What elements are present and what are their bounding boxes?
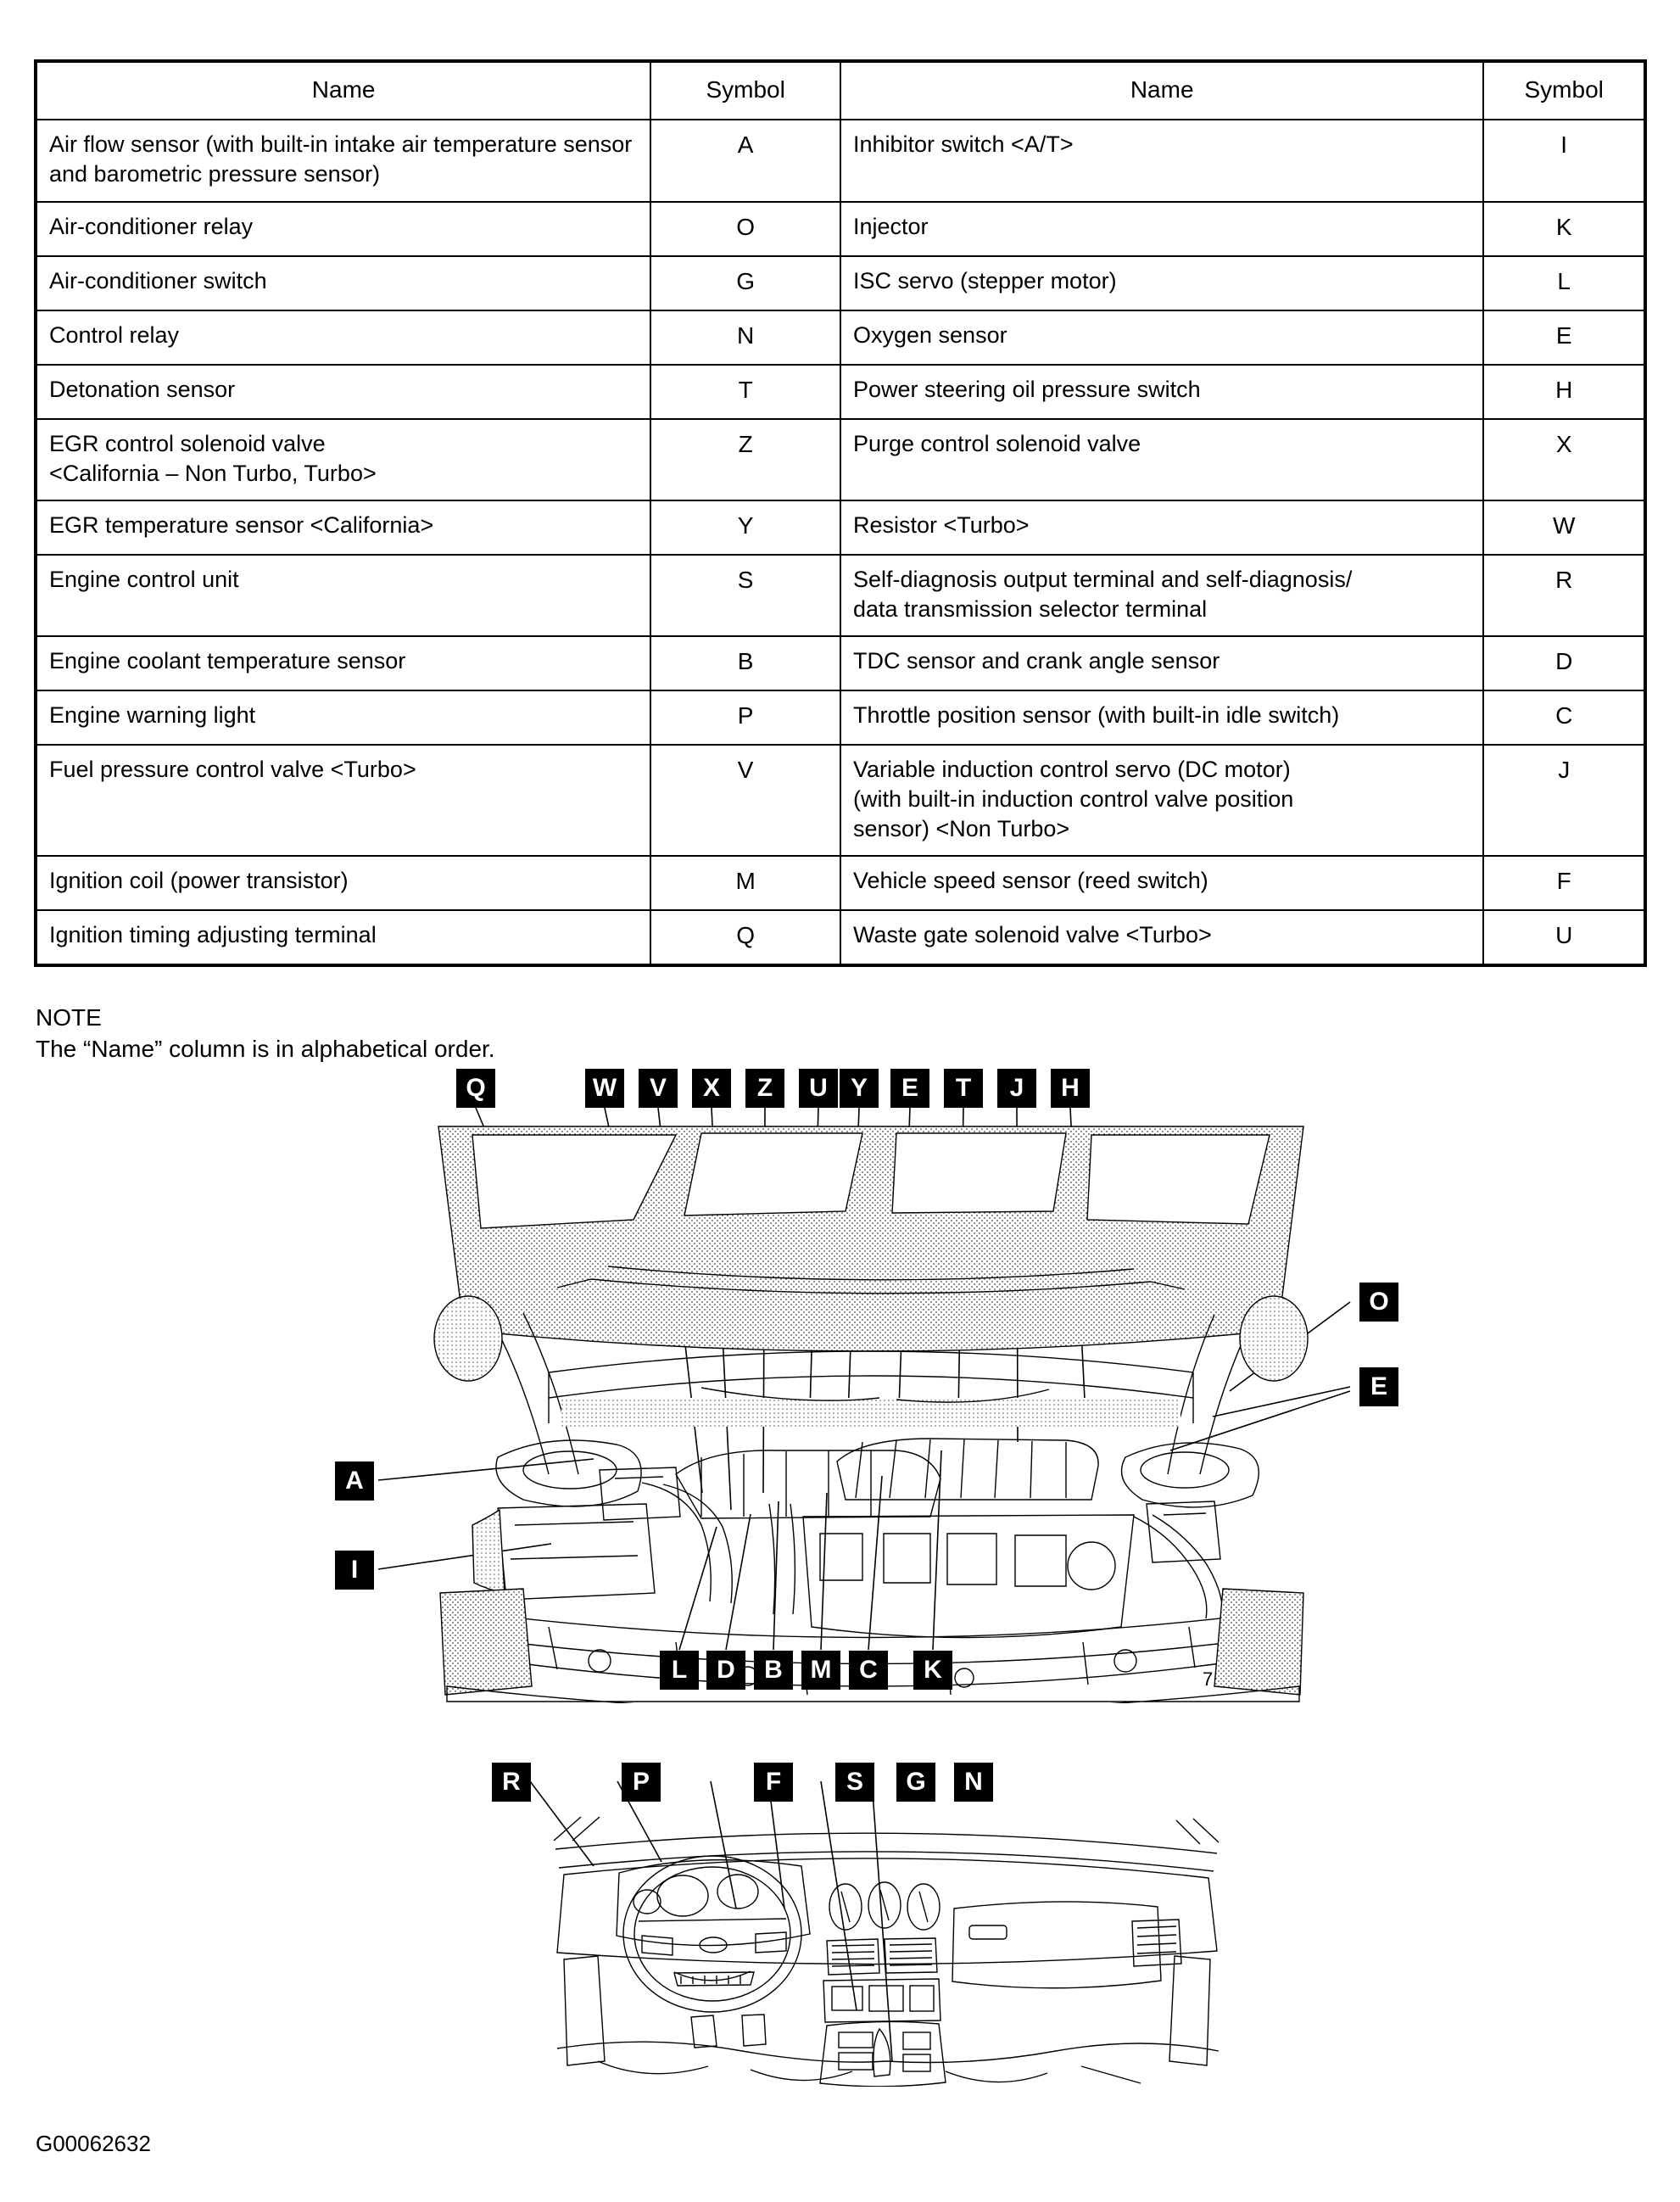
table-row (36, 690, 1644, 745)
label-chip-D[interactable]: D (706, 1651, 745, 1690)
cell-name-right (840, 310, 1483, 365)
cell-text: Waste gate solenoid valve <Turbo> (852, 922, 1212, 948)
cell-symbol-left: G (650, 256, 840, 310)
cell-name-right (840, 856, 1483, 910)
cell-text: Variable induction control servo (DC motor) (852, 756, 1291, 782)
component-location-figure (0, 1052, 1680, 2112)
table-row (36, 365, 1644, 419)
cell-text: ISC servo (stepper motor) (852, 267, 1117, 293)
cell-name-left (36, 636, 650, 690)
label-chip-L[interactable]: L (660, 1651, 699, 1690)
cell-name-left (36, 120, 650, 201)
table-row (36, 202, 1644, 256)
cell-text: Purge control solenoid valve (852, 430, 1141, 456)
cell-text-line2: data transmission selector terminal (852, 595, 1208, 622)
cell-symbol-right: C (1483, 690, 1644, 745)
cell-text-line2: (with built-in induction control valve position (852, 786, 1294, 813)
cell-symbol-left: N (650, 310, 840, 365)
cell-symbol-left: A (650, 120, 840, 201)
table-row (36, 856, 1644, 910)
cell-symbol-right: X (1483, 419, 1644, 500)
cell-name-right (840, 555, 1483, 636)
column-header-name-right: Name (840, 62, 1483, 120)
cell-text: Ignition timing adjusting terminal (49, 922, 377, 948)
cell-name-left (36, 555, 650, 636)
cell-symbol-left: V (650, 745, 840, 856)
cell-text: EGR temperature sensor <California> (49, 511, 434, 538)
label-chip-E-right[interactable]: E (1359, 1367, 1398, 1406)
cell-symbol-right: K (1483, 202, 1644, 256)
cell-name-right (840, 256, 1483, 310)
cell-symbol-right: U (1483, 910, 1644, 964)
cell-name-left (36, 690, 650, 745)
cell-name-right (840, 419, 1483, 500)
label-chip-C[interactable]: C (849, 1651, 888, 1690)
cell-symbol-right: H (1483, 365, 1644, 419)
cell-name-left (36, 365, 650, 419)
component-symbol-table (36, 61, 1645, 965)
label-chip-E-top[interactable]: E (890, 1069, 929, 1108)
cell-symbol-left: Z (650, 419, 840, 500)
cell-text: Injector (852, 213, 929, 239)
cell-text: Engine control unit (49, 566, 239, 592)
cell-text: Air flow sensor (with built-in intake air temperature sensor and barometric pressure sensor) (49, 131, 633, 187)
cell-text: Control relay (49, 321, 180, 348)
label-chip-T[interactable]: T (944, 1069, 983, 1108)
cell-name-left (36, 310, 650, 365)
label-chip-W[interactable]: W (585, 1069, 624, 1108)
cell-text: Fuel pressure control valve <Turbo> (49, 756, 416, 782)
label-chip-J[interactable]: J (997, 1069, 1036, 1108)
note-title: NOTE (36, 1004, 102, 1031)
cell-text: Engine coolant temperature sensor (49, 647, 406, 673)
cell-text-line2: <California – Non Turbo, Turbo> (49, 460, 377, 486)
table-row (36, 910, 1644, 964)
cell-name-right (840, 690, 1483, 745)
label-chip-S[interactable]: S (835, 1763, 874, 1802)
table-row (36, 310, 1644, 365)
cell-name-right (840, 636, 1483, 690)
label-chip-R[interactable]: R (492, 1763, 531, 1802)
table-body (36, 120, 1644, 964)
cell-symbol-right: W (1483, 500, 1644, 555)
cell-symbol-left: B (650, 636, 840, 690)
cell-name-right (840, 500, 1483, 555)
cell-symbol-right: R (1483, 555, 1644, 636)
cell-symbol-left: O (650, 202, 840, 256)
cell-symbol-right: E (1483, 310, 1644, 365)
label-chip-G[interactable]: G (896, 1763, 935, 1802)
engine-bay-illustration (421, 1118, 1320, 1703)
cell-name-right (840, 202, 1483, 256)
cell-name-left (36, 419, 650, 500)
cell-name-right (840, 910, 1483, 964)
figure-reference-code: G00062632 (36, 2131, 151, 2156)
label-chip-K[interactable]: K (913, 1651, 952, 1690)
cell-text: Detonation sensor (49, 376, 236, 402)
table-row (36, 555, 1644, 636)
cell-symbol-left: P (650, 690, 840, 745)
label-chip-V[interactable]: V (639, 1069, 678, 1108)
cell-name-right (840, 745, 1483, 856)
cell-name-left (36, 910, 650, 964)
cell-symbol-right: F (1483, 856, 1644, 910)
table-row (36, 120, 1644, 201)
dashboard-illustration (547, 1807, 1225, 2087)
label-chip-M[interactable]: M (801, 1651, 840, 1690)
label-chip-U[interactable]: U (799, 1069, 838, 1108)
cell-text: Vehicle speed sensor (reed switch) (852, 868, 1208, 894)
table-row (36, 256, 1644, 310)
cell-text: Air-conditioner relay (49, 213, 254, 239)
column-header-name-left: Name (36, 62, 650, 120)
cell-text: TDC sensor and crank angle sensor (852, 647, 1220, 673)
cell-text: Oxygen sensor (852, 321, 1007, 348)
label-chip-N[interactable]: N (954, 1763, 993, 1802)
label-chip-I[interactable]: I (335, 1551, 374, 1590)
cell-text: Self-diagnosis output terminal and self-diagnosis/ (852, 566, 1353, 592)
cell-name-left (36, 856, 650, 910)
label-chip-H[interactable]: H (1051, 1069, 1090, 1108)
cell-symbol-right: D (1483, 636, 1644, 690)
label-chip-Z[interactable]: Z (745, 1069, 784, 1108)
cell-text: Inhibitor switch <A/T> (852, 131, 1074, 158)
reference-table (36, 61, 1645, 965)
detail-marker-7: 7 (1203, 1668, 1214, 1690)
cell-symbol-right: J (1483, 745, 1644, 856)
column-header-symbol-left: Symbol (650, 62, 840, 120)
cell-symbol-left: T (650, 365, 840, 419)
label-chip-B[interactable]: B (754, 1651, 793, 1690)
cell-symbol-right: I (1483, 120, 1644, 201)
table-header-row (36, 62, 1644, 120)
cell-text: Engine warning light (49, 701, 256, 728)
cell-symbol-left: Q (650, 910, 840, 964)
label-chip-P[interactable]: P (622, 1763, 661, 1802)
cell-text: EGR control solenoid valve (49, 430, 326, 456)
column-header-symbol-right: Symbol (1483, 62, 1644, 120)
label-chip-Y[interactable]: Y (840, 1069, 879, 1108)
table-row (36, 500, 1644, 555)
note-body: The “Name” column is in alphabetical order. (36, 1035, 495, 1062)
cell-text: Ignition coil (power transistor) (49, 868, 349, 894)
cell-name-right (840, 120, 1483, 201)
cell-text: Throttle position sensor (with built-in idle switch) (852, 701, 1340, 728)
label-chip-X[interactable]: X (692, 1069, 731, 1108)
label-chip-A[interactable]: A (335, 1461, 374, 1501)
table-row (36, 419, 1644, 500)
label-chip-F[interactable]: F (754, 1763, 793, 1802)
cell-text: Air-conditioner switch (49, 267, 267, 293)
cell-symbol-left: S (650, 555, 840, 636)
cell-name-right (840, 365, 1483, 419)
cell-name-left (36, 256, 650, 310)
cell-name-left (36, 202, 650, 256)
cell-symbol-left: Y (650, 500, 840, 555)
cell-text: Resistor <Turbo> (852, 511, 1030, 538)
cell-text: Power steering oil pressure switch (852, 376, 1201, 402)
cell-name-left (36, 745, 650, 856)
cell-symbol-left: M (650, 856, 840, 910)
table-row (36, 636, 1644, 690)
label-chip-O[interactable]: O (1359, 1283, 1398, 1322)
table-row (36, 745, 1644, 856)
label-chip-Q[interactable]: Q (456, 1069, 495, 1108)
cell-text-line3: sensor) <Non Turbo> (852, 816, 1070, 842)
cell-symbol-right: L (1483, 256, 1644, 310)
cell-name-left (36, 500, 650, 555)
